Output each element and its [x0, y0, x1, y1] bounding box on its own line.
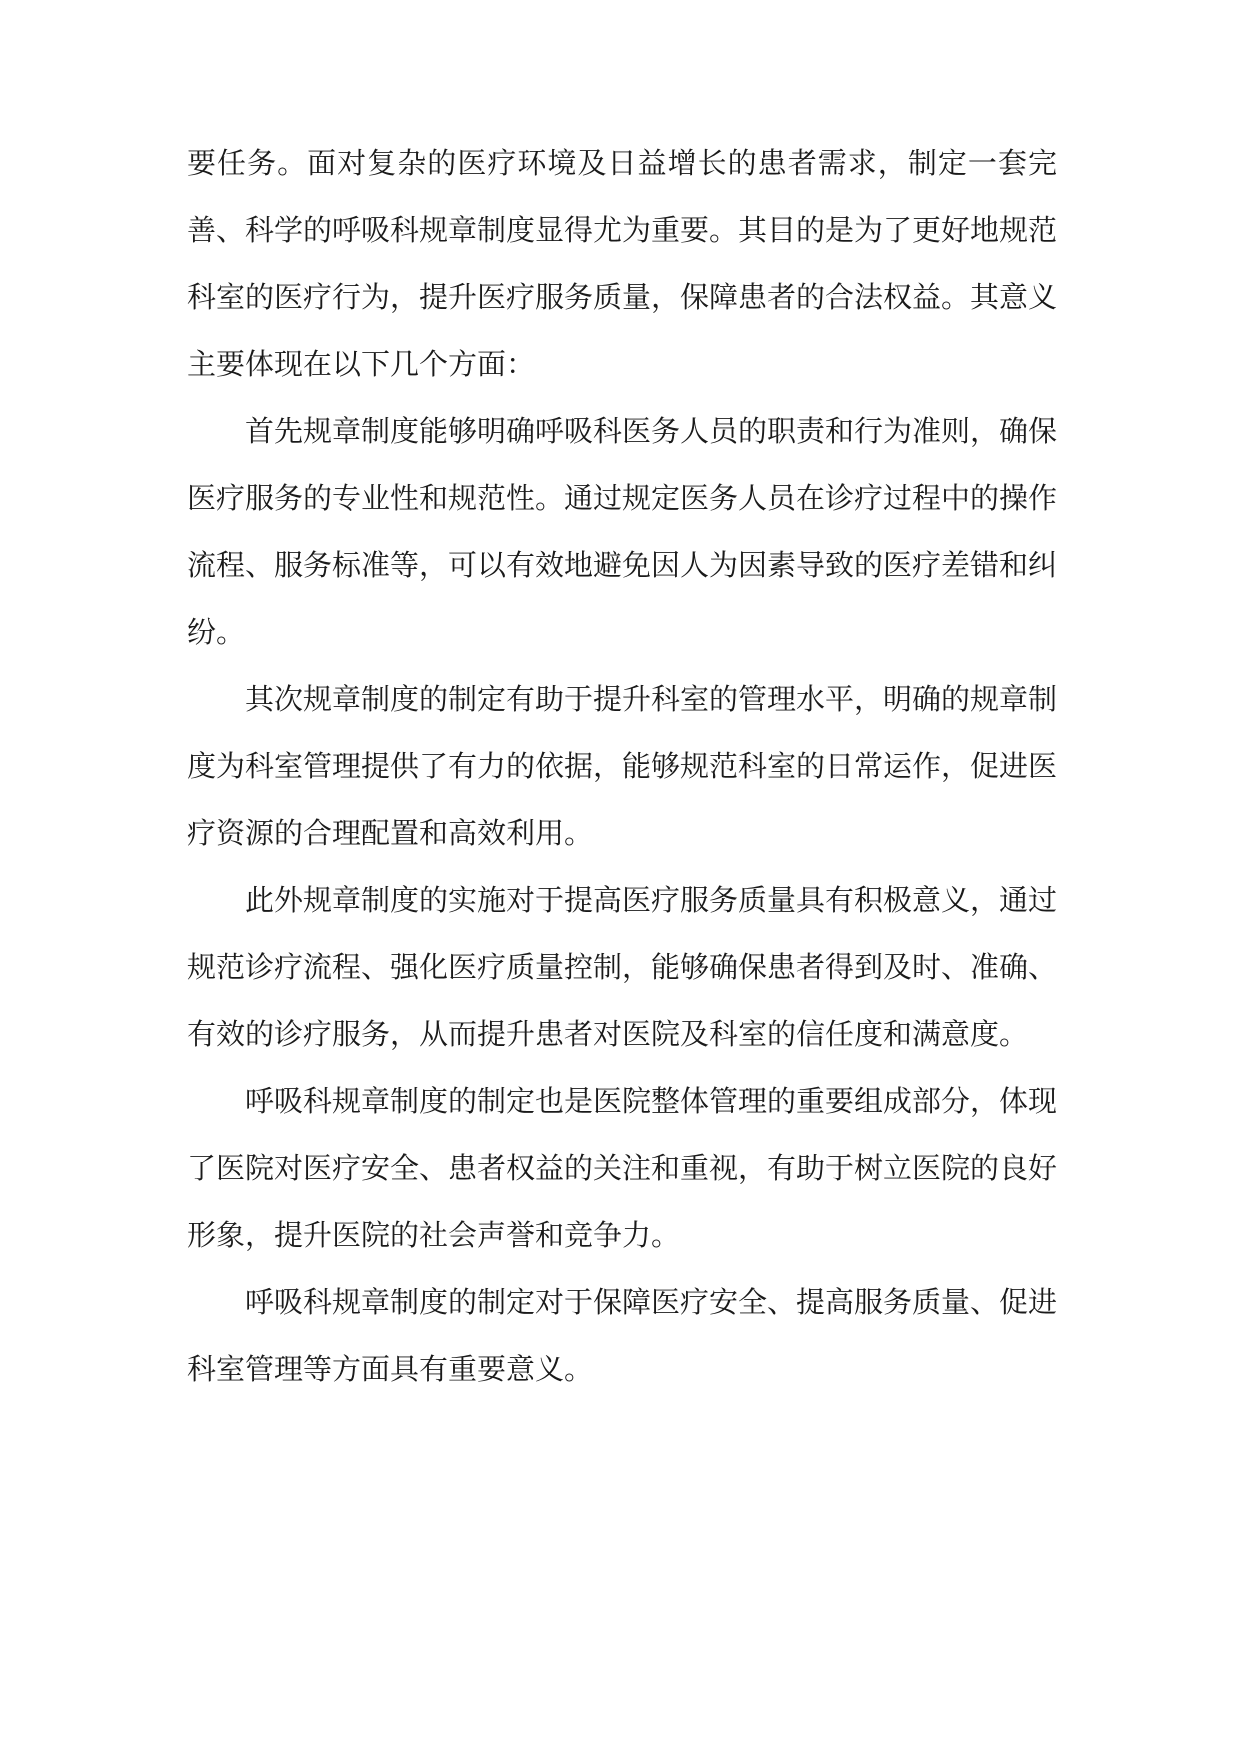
paragraph-4: 此外规章制度的实施对于提高医疗服务质量具有积极意义，通过规范诊疗流程、强化医疗质量控制，能够确保患者得到及时、准确、有效的诊疗服务，从而提升患者对医院及科室的信任度和满意度。 — [187, 883, 1058, 1051]
paragraph-1: 要任务。面对复杂的医疗环境及日益增长的患者需求，制定一套完善、科学的呼吸科规章制度显得尤为重要。其目的是为了更好地规范科室的医疗行为，提升医疗服务质量，保障患者的合法权益。其意义主要体现在以下几个方面： — [187, 146, 1058, 381]
paragraph-3: 其次规章制度的制定有助于提升科室的管理水平，明确的规章制度为科室管理提供了有力的依据，能够规范科室的日常运作，促进医疗资源的合理配置和高效利用。 — [187, 682, 1058, 850]
document-body — [187, 130, 1057, 1403]
paragraph-2: 首先规章制度能够明确呼吸科医务人员的职责和行为准则，确保医疗服务的专业性和规范性。通过规定医务人员在诊疗过程中的操作流程、服务标准等，可以有效地避免因人为因素导致的医疗差错和纠纷。 — [187, 414, 1058, 649]
paragraph-6: 呼吸科规章制度的制定对于保障医疗安全、提高服务质量、促进科室管理等方面具有重要意义。 — [187, 1285, 1058, 1386]
paragraph-5: 呼吸科规章制度的制定也是医院整体管理的重要组成部分，体现了医院对医疗安全、患者权益的关注和重视，有助于树立医院的良好形象，提升医院的社会声誉和竞争力。 — [187, 1084, 1058, 1252]
